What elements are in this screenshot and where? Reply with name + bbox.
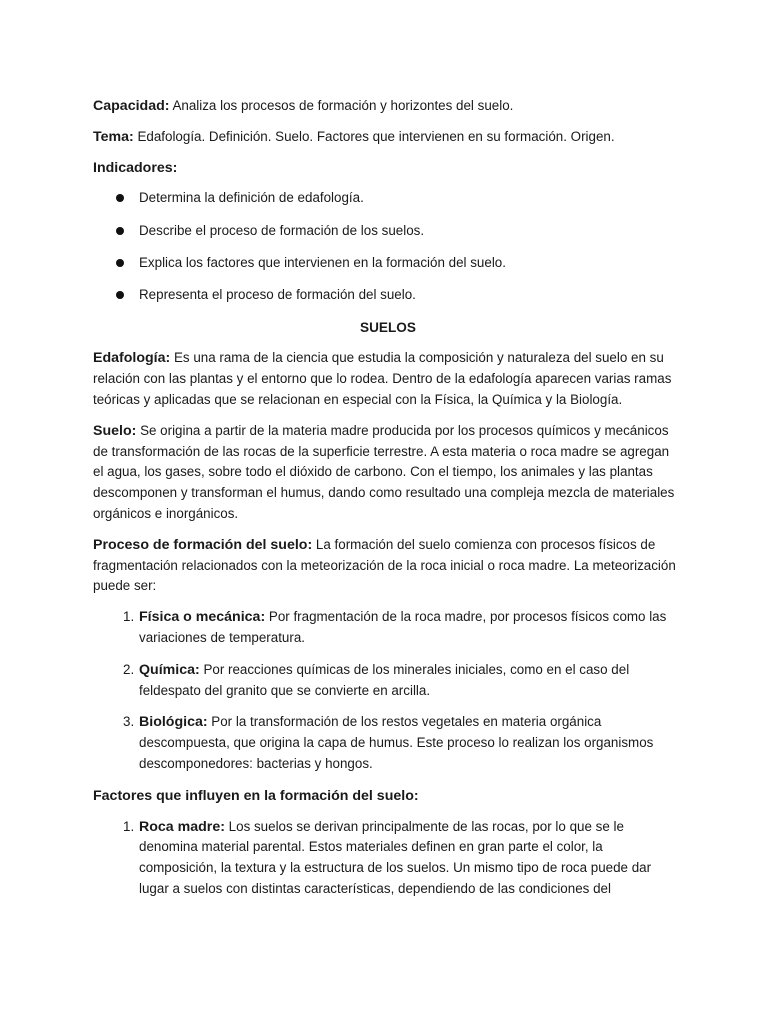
list-item [93, 221, 683, 242]
list-number: 1. [123, 818, 135, 834]
tema-label: Tema: [93, 128, 134, 145]
list-item-label: Biológica: [139, 714, 208, 731]
proceso-text: La formación del suelo comienza con procesos físicos de fragmentación relacionados con la meteorización de la roca inicial o roca madre. La meteorización puede ser: [93, 536, 676, 594]
suelo-paragraph [93, 421, 683, 525]
suelo-text: Se origina a partir de la materia madre producida por los procesos químicos y mecánicos de transformación de las rocas de la superficie terrestre. A esta materia o roca madre se agregan el agua, los gases, sobre todo el dióxido de carbono. Con el tiempo, los animales y las plantas descomponen y transforman el humus, dando como resultado una compleja mezcla de materiales orgánicos e inorgánicos. [93, 422, 675, 521]
meteorizacion-list [93, 607, 683, 775]
factores-heading [93, 786, 683, 807]
list-item-label: Roca madre: [139, 818, 225, 835]
list-number: 1. [123, 609, 135, 625]
list-item [93, 188, 683, 209]
list-item [93, 607, 683, 649]
list-item-text: Describe el proceso de formación de los suelos. [139, 222, 425, 238]
factores-list [93, 817, 683, 900]
list-number: 2. [123, 661, 135, 677]
bullet-icon [116, 194, 124, 202]
proceso-label: Proceso de formación del suelo: [93, 536, 313, 553]
list-item-text: Representa el proceso de formación del suelo. [139, 287, 416, 303]
bullet-icon [116, 259, 124, 267]
list-item [93, 712, 683, 774]
list-item [93, 253, 683, 274]
list-item-text: Los suelos se derivan principalmente de las rocas, por lo que se le denomina material parental. Estos materiales definen en gran parte el color, la composición, la textura y la estructura de los suelos. Un mismo tipo de roca puede dar lugar a suelos con distintas características, dependiendo de las condiciones del [139, 818, 652, 896]
list-number: 3. [123, 714, 135, 730]
proceso-paragraph [93, 535, 683, 597]
capacidad-text: Analiza los procesos de formación y horizontes del suelo. [169, 98, 514, 113]
edafologia-paragraph [93, 348, 683, 410]
list-item-label: Química: [139, 661, 200, 678]
list-item [93, 817, 683, 900]
bullet-icon [116, 291, 124, 299]
list-item-text: Por fragmentación de la roca madre, por procesos físicos como las variaciones de temperatura. [139, 609, 667, 645]
indicadores-list [93, 188, 683, 306]
document-page [93, 96, 683, 911]
edafologia-label: Edafología: [93, 350, 171, 367]
list-item-label: Física o mecánica: [139, 609, 266, 626]
tema-paragraph [93, 127, 683, 148]
indicadores-heading [93, 158, 683, 179]
indicadores-label: Indicadores: [93, 159, 178, 176]
tema-text: Edafología. Definición. Suelo. Factores que intervienen en su formación. Origen. [133, 128, 615, 144]
list-item-text: Determina la definición de edafología. [139, 190, 364, 206]
list-item-text: Por reacciones químicas de los minerales iniciales, como en el caso del feldespato del granito que se convierte en arcilla. [139, 661, 630, 698]
edafologia-text: Es una rama de la ciencia que estudia la composición y naturaleza del suelo en su relación con las plantas y el entorno que lo rodea. Dentro de la edafología aparecen varias ramas teóricas y aplicadas que se relacionan en especial con la Física, la Química y la Biología. [93, 350, 672, 407]
list-item [93, 285, 683, 306]
suelo-label: Suelo: [93, 422, 137, 439]
capacidad-label: Capacidad: [93, 98, 170, 114]
list-item [93, 660, 683, 702]
bullet-icon [116, 227, 124, 235]
capacidad-paragraph [93, 96, 683, 117]
list-item-text: Por la transformación de los restos vegetales en materia orgánica descompuesta, que origina la capa de humus. Este proceso lo realizan los organismos descomponedores: bacterias y hongos. [139, 714, 654, 771]
list-item-text: Explica los factores que intervienen en la formación del suelo. [139, 254, 506, 270]
factores-title: Factores que influyen en la formación del suelo: [93, 787, 419, 804]
section-title: SUELOS [360, 319, 416, 335]
